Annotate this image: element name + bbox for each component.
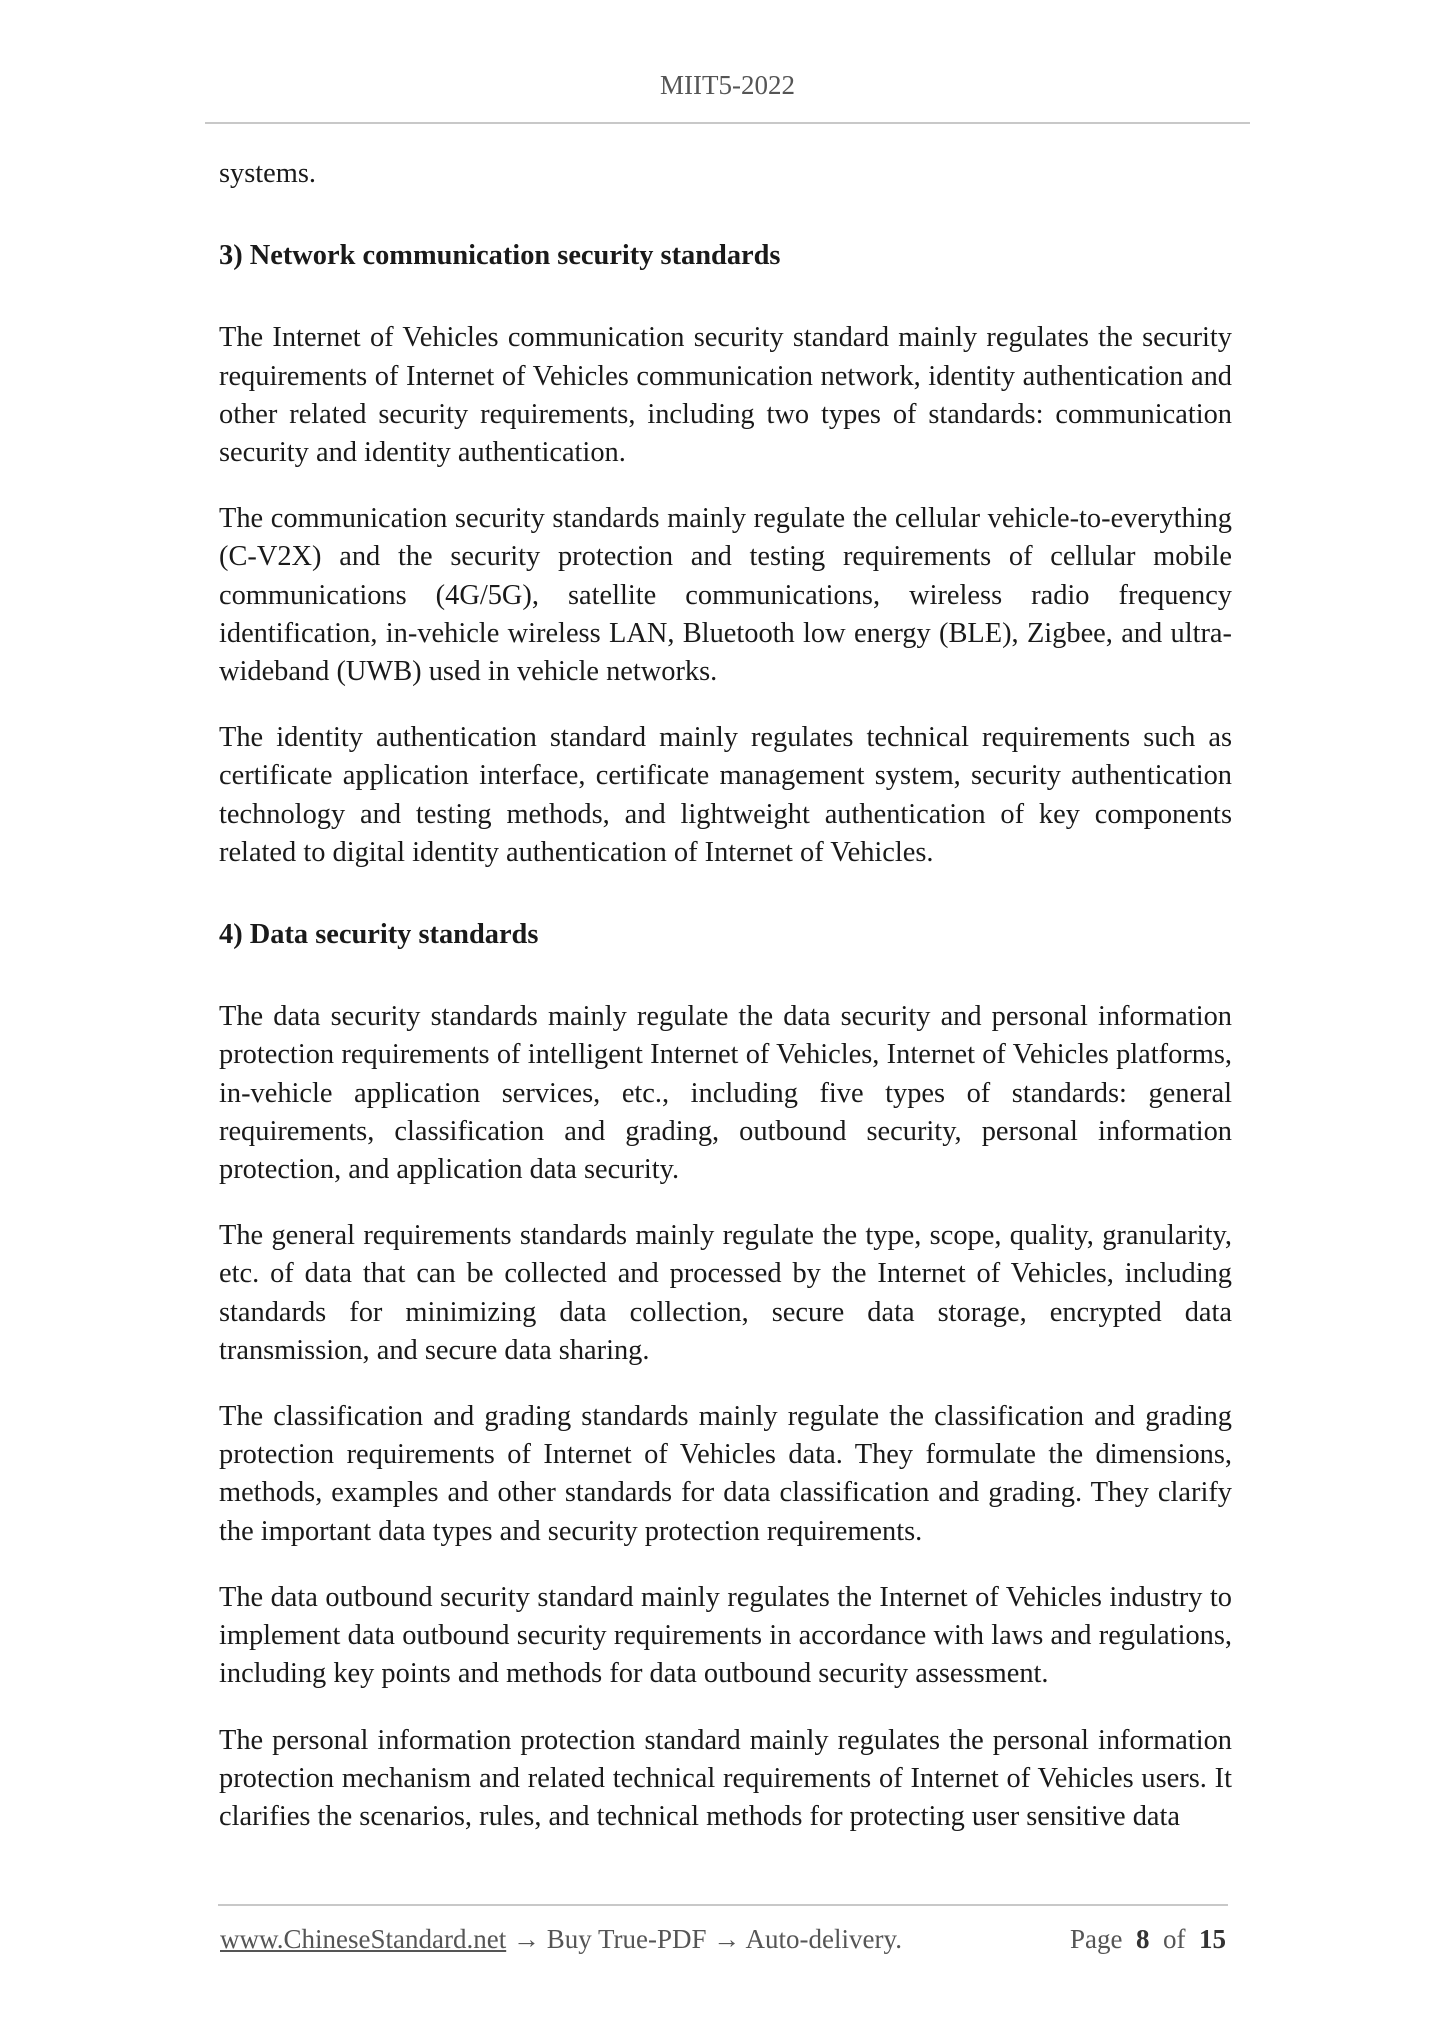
delivery-text: Auto-delivery. xyxy=(745,1924,902,1954)
page-total: 15 xyxy=(1199,1924,1226,1954)
header-divider xyxy=(205,122,1250,124)
paragraph: The communication security standards mainly regulate the cellular vehicle-to-everything (C-V2X) and the security protection and testing requirements of cellular mobile communications (4G/5G), satellite communications, wireless radio frequency identification, in-vehicle wireless LAN, Bluetooth low energy (BLE), Zigbee, and ultra-wideband (UWB) used in vehicle networks. xyxy=(219,503,1232,688)
footer-promo xyxy=(220,1924,902,1955)
page-number xyxy=(1070,1924,1226,1955)
page-header-title: MIIT5-2022 xyxy=(660,70,795,100)
buy-text: Buy True-PDF xyxy=(546,1924,707,1954)
section-heading-network-security: 3) Network communication security standards xyxy=(219,240,781,272)
document-body xyxy=(219,155,1232,1836)
paragraph: The Internet of Vehicles communication security standard mainly regulates the security requirements of Internet of Vehicles communication network, identity authentication and other related security requirements, including two types of standards: communication security and identity authentication. xyxy=(219,322,1232,469)
footer-divider xyxy=(218,1904,1228,1906)
page-word: Page xyxy=(1070,1924,1123,1954)
paragraph: The general requirements standards mainly regulate the type, scope, quality, granularity, etc. of data that can be collected and processed by the Internet of Vehicles, including standards for minimizing data collection, secure data storage, encrypted data transmission, and secure data sharing. xyxy=(219,1220,1232,1366)
paragraph: The identity authentication standard mainly regulates technical requirements such as certificate application interface, certificate management system, security authentication technology and testing methods, and lightweight authentication of key components related to digital identity authentication of Internet of Vehicles. xyxy=(219,722,1232,868)
arrow-right-icon: → xyxy=(512,1924,540,1954)
paragraph: The data security standards mainly regulate the data security and personal information protection requirements of intelligent Internet of Vehicles, Internet of Vehicles platforms, in-vehicle application services, etc., including five types of standards: general requirements, classification and grading, outbound security, personal information protection, and application data security. xyxy=(219,1001,1232,1186)
paragraph: The personal information protection standard mainly regulates the personal information protection mechanism and related technical requirements of Internet of Vehicles users. It clarifies the scenarios, rules, and technical methods for protecting user sensitive data xyxy=(219,1724,1232,1832)
paragraph: The classification and grading standards mainly regulate the classification and grading protection requirements of Internet of Vehicles data. They formulate the dimensions, methods, examples and other standards for data classification and grading. They clarify the important data types and security protection requirements. xyxy=(219,1401,1232,1547)
paragraph: The data outbound security standard mainly regulates the Internet of Vehicles industry to implement data outbound security requirements in accordance with laws and regulations, including key points and methods for data outbound security assessment. xyxy=(219,1581,1232,1690)
continuation-text: systems. xyxy=(219,158,317,189)
page-current: 8 xyxy=(1136,1924,1150,1954)
of-word: of xyxy=(1163,1924,1186,1954)
section-heading-data-security: 4) Data security standards xyxy=(219,919,539,951)
website-link[interactable]: www.ChineseStandard.net xyxy=(220,1924,507,1954)
arrow-right-icon: → xyxy=(713,1924,741,1954)
